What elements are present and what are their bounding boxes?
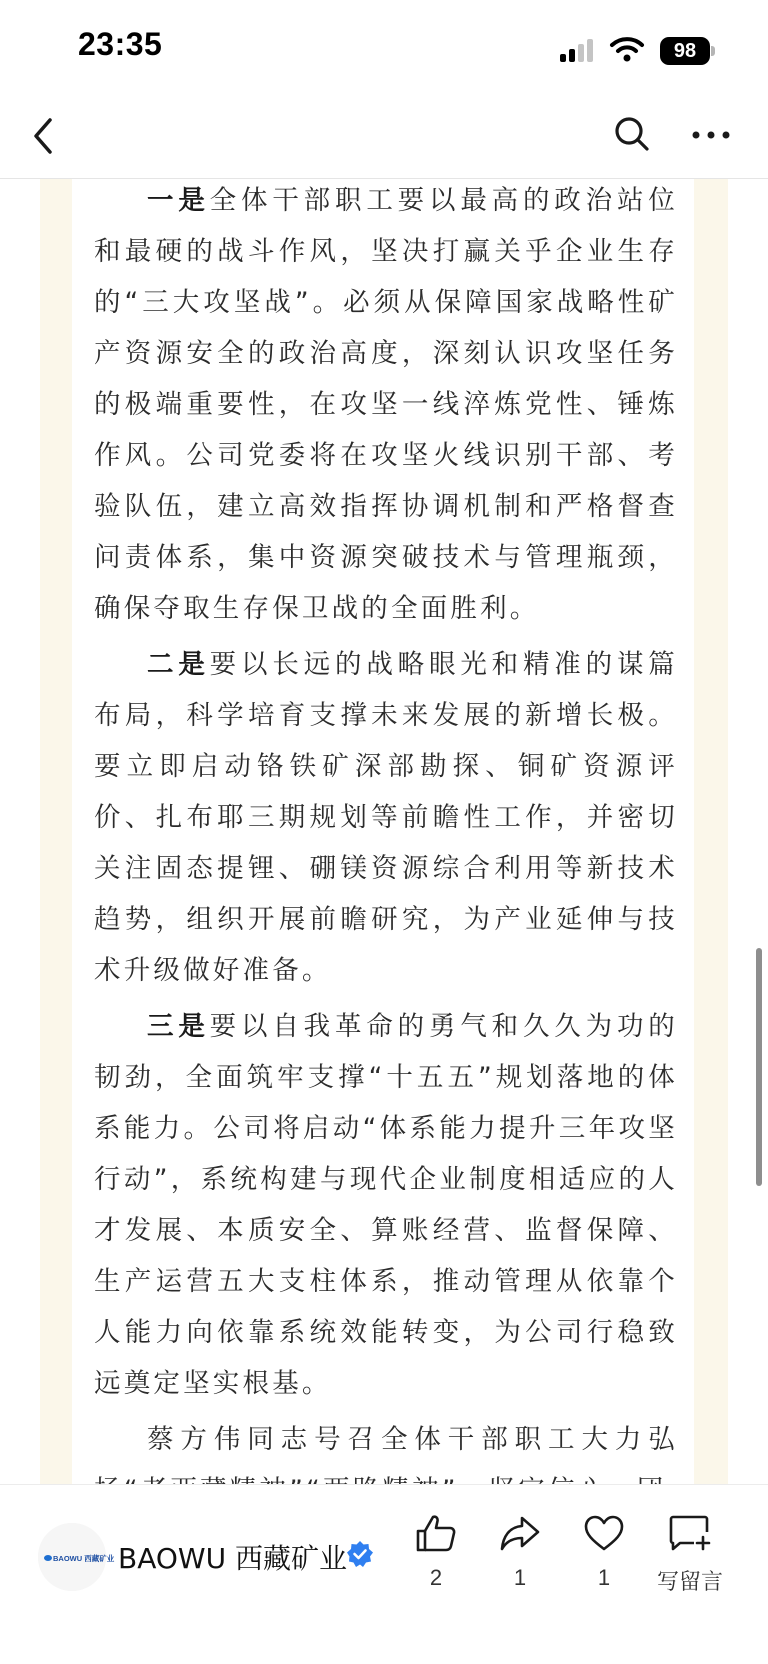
share-arrow-icon xyxy=(498,1513,542,1553)
bottom-bar xyxy=(0,1484,768,1664)
status-time: 23:35 xyxy=(78,26,163,62)
article-paragraph xyxy=(94,639,678,996)
share-count: 1 xyxy=(513,1565,527,1590)
verified-badge-icon xyxy=(346,1540,374,1568)
favorite-button[interactable] xyxy=(559,1513,649,1623)
nav-bar xyxy=(0,100,768,179)
battery-level: 98 xyxy=(673,40,697,62)
search-icon[interactable] xyxy=(612,114,652,154)
share-button[interactable] xyxy=(475,1513,565,1623)
write-comment-button[interactable] xyxy=(640,1513,740,1623)
article-paragraph xyxy=(94,1001,678,1409)
like-button[interactable] xyxy=(391,1513,481,1623)
paragraph-lead: 二是 xyxy=(147,649,210,680)
account-name[interactable]: BAOWU 西藏矿业 xyxy=(118,1542,347,1575)
chevron-left-icon[interactable] xyxy=(28,116,62,156)
paragraph-text: 要以长远的战略眼光和精准的谋篇布局，科学培育支撑未来发展的新增长极。要立即启动铬铁矿深部勘探、铜矿资源评价、扎布耶三期规划等前瞻性工作，并密切关注固态提锂、硼镁资源综合利用等新技术趋势，组织开展前瞻研究，为产业延伸与技术升级做好准备。 xyxy=(94,649,679,986)
like-count: 2 xyxy=(429,1565,443,1590)
more-horizontal-icon[interactable] xyxy=(690,122,732,148)
baowu-logo-icon xyxy=(38,1523,115,1591)
cellular-signal-icon xyxy=(560,38,596,64)
paragraph-text: 蔡方伟同志号召全体干部职工大力弘 xyxy=(147,1424,678,1455)
comment-add-icon xyxy=(668,1513,712,1553)
article-text xyxy=(94,175,678,1521)
account-avatar[interactable] xyxy=(38,1523,115,1591)
wifi-icon xyxy=(610,36,644,62)
favorite-count: 1 xyxy=(597,1565,611,1590)
write-comment-label: 写留言 xyxy=(656,1569,723,1594)
paragraph-lead: 一是 xyxy=(147,185,210,216)
battery-indicator xyxy=(660,37,714,65)
article-paragraph xyxy=(94,175,678,634)
scrollbar[interactable] xyxy=(756,948,762,1186)
article-frame xyxy=(40,179,728,1484)
article-body xyxy=(72,179,694,1484)
heart-icon xyxy=(582,1513,626,1553)
thumbs-up-icon xyxy=(414,1513,458,1553)
paragraph-text: 全体干部职工要以最高的政治站位和最硬的战斗作风，坚决打赢关乎企业生存的“三大攻坚战”。必须从保障国家战略性矿产资源安全的政治高度，深刻认识攻坚任务的极端重要性，在攻坚一线淬炼党性、锤炼作风。公司党委将在攻坚火线识别干部、考验队伍，建立高效指挥协调机制和严格督查问责体系，集中资源突破技术与管理瓶颈，确保夺取生存保卫战的全面胜利。 xyxy=(94,185,679,624)
paragraph-lead: 三是 xyxy=(147,1011,210,1042)
logo-wordmark: BAOWU 西藏矿业 xyxy=(53,1554,115,1563)
status-bar xyxy=(0,0,768,100)
paragraph-text: 要以自我革命的勇气和久久为功的韧劲，全面筑牢支撑“十五五”规划落地的体系能力。公司将启动“体系能力提升三年攻坚行动”，系统构建与现代企业制度相适应的人才发展、本质安全、算账经营、监督保障、生产运营五大支柱体系，推动管理从依靠个人能力向依靠系统效能转变，为公司行稳致远奠定坚实根基。 xyxy=(94,1011,679,1399)
